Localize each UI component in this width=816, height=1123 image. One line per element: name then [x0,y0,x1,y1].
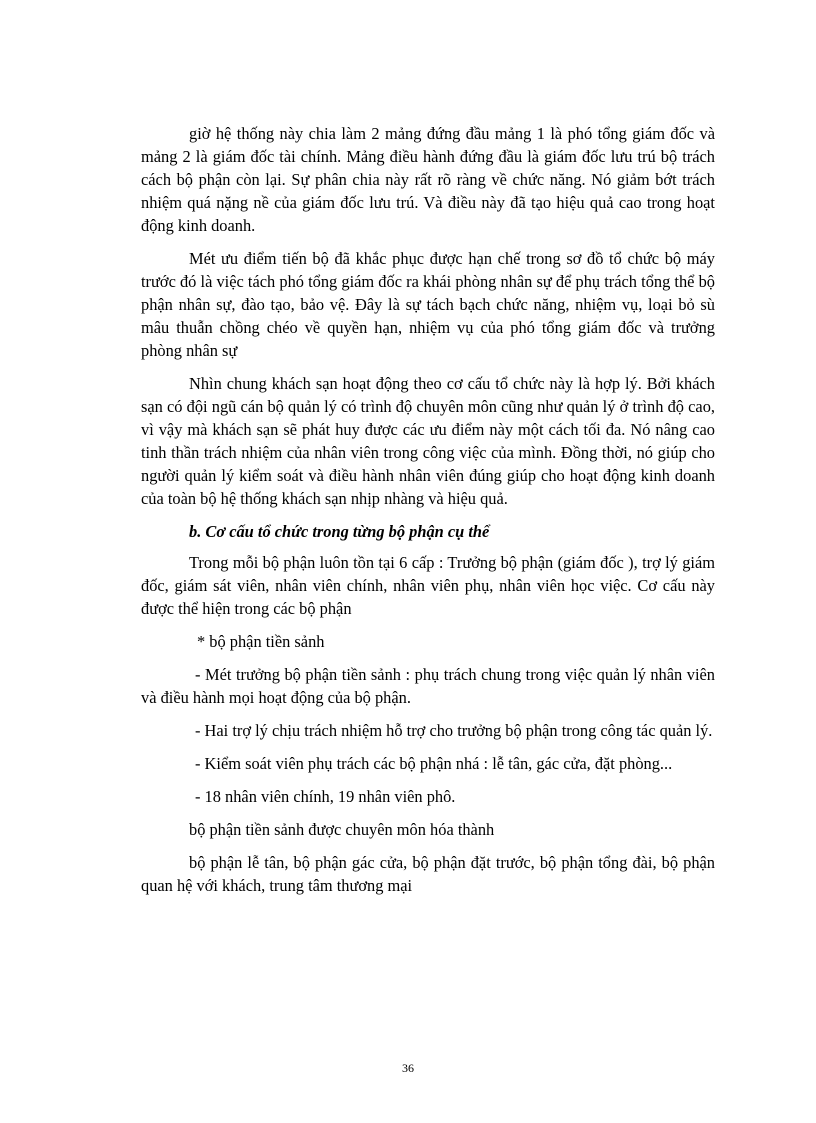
paragraph-3: Nhìn chung khách sạn hoạt động theo cơ cấu tổ chức này là hợp lý. Bởi khách sạn có đội ngũ cán bộ quản lý có trình độ chuyên môn cũng như quản lý ở trình độ cao, vì vậy mà khách sạn sẽ phát huy được các ưu điểm này một cách tối đa. Nó nâng cao tinh thần trách nhiệm của nhân viên trong công việc của mình. Đồng thời, nó giúp cho người quản lý kiểm soát và điều hành nhân viên đúng giúp cho hoạt động kinh doanh của toàn bộ hệ thống khách sạn nhịp nhàng và hiệu quả. [141,374,715,508]
paragraph-1: giờ hệ thống này chia làm 2 mảng đứng đầu mảng 1 là phó tổng giám đốc và mảng 2 là giám đốc tài chính. Mảng điều hành đứng đầu là giám đốc lưu trú bộ trách cách bộ phận còn lại. Sự phân chia này rất rõ ràng về chức năng. Nó giảm bớt trách nhiệm quá nặng nề của giám đốc lưu trú. Và điều này đã tạo hiệu quả cao trong hoạt động kinh doanh. [141,124,715,235]
document-body [141,122,715,897]
list-item-departments: bộ phận lễ tân, bộ phận gác cửa, bộ phận đặt trước, bộ phận tổng đài, bộ phận quan hệ với khách, trung tâm thương mại [141,853,715,895]
section-intro: Trong mỗi bộ phận luôn tồn tại 6 cấp : Trưởng bộ phận (giám đốc ), trợ lý giám đốc, giám sát viên, nhân viên chính, nhân viên phụ, nhân viên học việc. Cơ cấu này được thể hiện trong các bộ phận [141,553,715,618]
list-item-manager: - Mét trưởng bộ phận tiền sảnh : phụ trách chung trong việc quản lý nhân viên và điều hành mọi hoạt động của bộ phận. [141,665,715,707]
page-number: 36 [402,1061,414,1075]
list-item-supervisors: - Kiểm soát viên phụ trách các bộ phận nhá : lễ tân, gác cửa, đặt phòng... [195,754,673,773]
paragraph-2: Mét ưu điểm tiến bộ đã khắc phục được hạn chế trong sơ đồ tổ chức bộ máy trước đó là việc tách phó tổng giám đốc ra khái phòng nhân sự để phụ trách tổng thể bộ phận nhân sự, đào tạo, bảo vệ. Đây là sự tách bạch chức năng, nhiệm vụ, loại bỏ sù mâu thuẫn chồng chéo về quyền hạn, nhiệm vụ của phó tổng giám đốc và trưởng phòng nhân sự [141,249,715,360]
list-item-assistants: - Hai trợ lý chịu trách nhiệm hỗ trợ cho trưởng bộ phận trong công tác quản lý. [195,721,713,740]
list-item-staff: - 18 nhân viên chính, 19 nhân viên phô. [195,787,456,806]
section-heading: b. Cơ cấu tổ chức trong từng bộ phận cụ thể [189,522,490,541]
list-item-specialization: bộ phận tiền sảnh được chuyên môn hóa thành [189,820,495,839]
list-item-front-office: * bộ phận tiền sảnh [197,632,325,651]
